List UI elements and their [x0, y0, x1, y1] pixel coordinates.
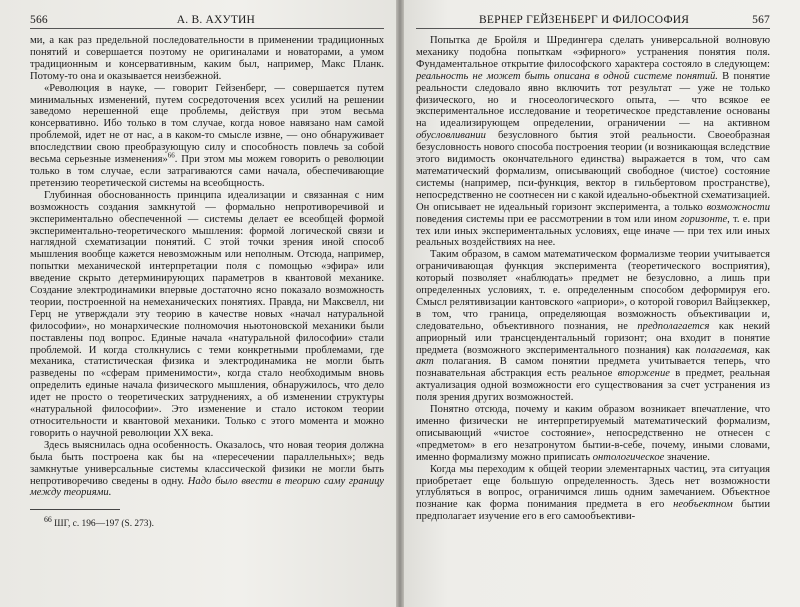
- right-paragraph: Таким образом, в самом математическом формализме теории учитывается ограничивающая функция эксперимента (теоретического восприятия), который позволяет «наблюдать» предмет не безусловно, а лишь при определенных условиях, т. е. определенным способом деформируя его. Смысл релятивизации кантовского «априори», о которой говорил Вайцзеккер, в том, что граница, определяющая возможность объективации и, следовательно, объективного познания, не предполагается как некий априорный или трансцендентальный горизонт; она входит в понятие предмета (возможного экспериментального познания) как полагаемая, как акт полагания. В самом понятии предмета учитывается теперь, что познавательная абстракция есть реальное вторжение в предмет, реальная актуализация одной возможности его существования за счет устранения из поля зрения других возможностей.: [416, 249, 770, 404]
- right-paragraph: Понятно отсюда, почему и каким образом возникает впечатление, что именно физически не интерпретируемый математический формализм, описывающий «чистое состояние», непосредственно не отнесен с «предметом» в его незатронутом бытии-в-себе, почему, иными словами, именно формализму можно приписать онтологическое значение.: [416, 404, 770, 463]
- right-running-head: [416, 14, 770, 29]
- left-paragraph: Глубинная обоснованность принципа идеализации и связанная с ним возможность создания замкнутой — формально непротиворечивой и экспериментально обеспеченной — системы делает ее всеобщей формой экспериментально-теоретического мышления: формой логической связи и наглядной схематизации понятий. С этой точки зрения иной способ мышления вообще кажется невозможным или неполным. Отсюда, например, попытки механической интерпретации поля с помощью «эфира» или введение скрыто детерминирующих параметров в квантовой механике. Создание электродинамики впервые достаточно ясно показало возможность теории, построенной на немеханических понятиях. Правда, ни Максвелл, ни Герц не утверждали эту теорию в качестве новых «начал натуральной философии», но монархические полномочия ньютоновской механики были поставлены под вопрос. Единые начала «натуральной философии» стали проблемой. И когда столкнулись с теми конкретными проблемами, где механика, статистическая физика и электродинамика не могли быть разведены по «сферам применимости», когда стало необходимым вновь определить единые начала физического мышления, обнаружилось, что дело идет не просто о теоретических затруднениях, а об изменении структуры «натуральной философии». Это изменение и стало истоком теории относительности и квантовой механики. Только с этого момента и можно говорить о научной революции XX века.: [30, 189, 384, 439]
- right-page-body: [416, 35, 770, 523]
- right-page: [400, 0, 800, 607]
- left-page-number: 566: [30, 14, 48, 26]
- footnote-divider: [30, 509, 120, 510]
- left-paragraph: Здесь выяснилась одна особенность. Оказалось, что новая теория должна была быть построена как бы на «пересечении параллельных»; ведь замкнутые универсальные системы классической физики не могли быть непротиворечиво сведены в одну. Надо было ввести в теорию саму границу между теориями.: [30, 439, 385, 499]
- left-page-body: [30, 35, 384, 499]
- right-running-title: ВЕРНЕР ГЕЙЗЕНБЕРГ И ФИЛОСОФИЯ: [479, 14, 690, 26]
- left-running-head: [30, 14, 384, 29]
- left-paragraph: ми, а как раз предельной последовательности в применении традиционных понятий и совершается поэтому не оригиналами и новаторами, а умом традиционным и консервативным, каким был, например, Макс Планк. Потому-то она и оказывается неизбежной.: [30, 35, 384, 82]
- left-paragraph: «Революция в науке, — говорит Гейзенберг, — совершается путем минимальных изменений, путем сосредоточения всех усилий на решении заведомо нерешенной еще проблемы, действуя при этом весьма консервативно. Ибо только в том случае, когда новое навязано нам самой проблемой, идет не от нас, а в каком-то смысле извне, — оно обнаруживает впоследствии свою преобразующую силу и способность повлечь за собой весьма серьезные изменения»$^{66}$. При этом мы можем говорить о революции только в том случае, если затрагиваются сами начала, обеспечивающие претензию теоретической системы на всеобщность.: [30, 82, 384, 189]
- book-gutter: [396, 0, 404, 607]
- left-running-title: А. В. АХУТИН: [176, 14, 256, 26]
- right-paragraph: Когда мы переходим к общей теории элементарных частиц, эта ситуация приобретает еще большую определенность. Здесь нет возможности углубляться в вопрос, ограничимся лишь одним замечанием. Объектное познание как форма понимания предмета в его необъектном бытии предполагает изучение его в его самообъективи-: [416, 463, 770, 523]
- right-page-number: 567: [752, 14, 770, 26]
- right-paragraph: Попытка де Бройля и Шредингера сделать универсальной волновую механику подобна попыткам «эфирного» устранения понятия поля. Фундаментальное открытие философского характера состояло в следующем: реальность не может быть описана в одной системе понятий. В понятие реальности следовало явно включить тот результат — уже не только физического, но и гносеологического опыта, — что всякое ее экспериментальное исследование и теоретическое представление основаны на идеализирующем определении, ограничении — на активном обусловливании безусловного бытия этой реальности. Своеобразная безусловность нового способа построения теории (и возникающая вследствие этого видимость окончательного единства) выражается в том, что сам математический формализм, описывающий свободное (чистое) состояние системы (например, пси-функция, вектор в гильбертовом пространстве), непосредственно не соотнесен ни с какой идеально-обьектной схематизацией. Он описывает не идеальный горизонт эксперимента, а только возможности поведения системы при ее рассмотрении в том или ином горизонте, т. е. при тех или иных экспериментальных условиях, еще иначе — при тех или иных реальных воздействиях на нее.: [416, 35, 770, 249]
- footnote: $^{66}$ ШГ, с. 196—197 (S. 273).: [44, 515, 154, 530]
